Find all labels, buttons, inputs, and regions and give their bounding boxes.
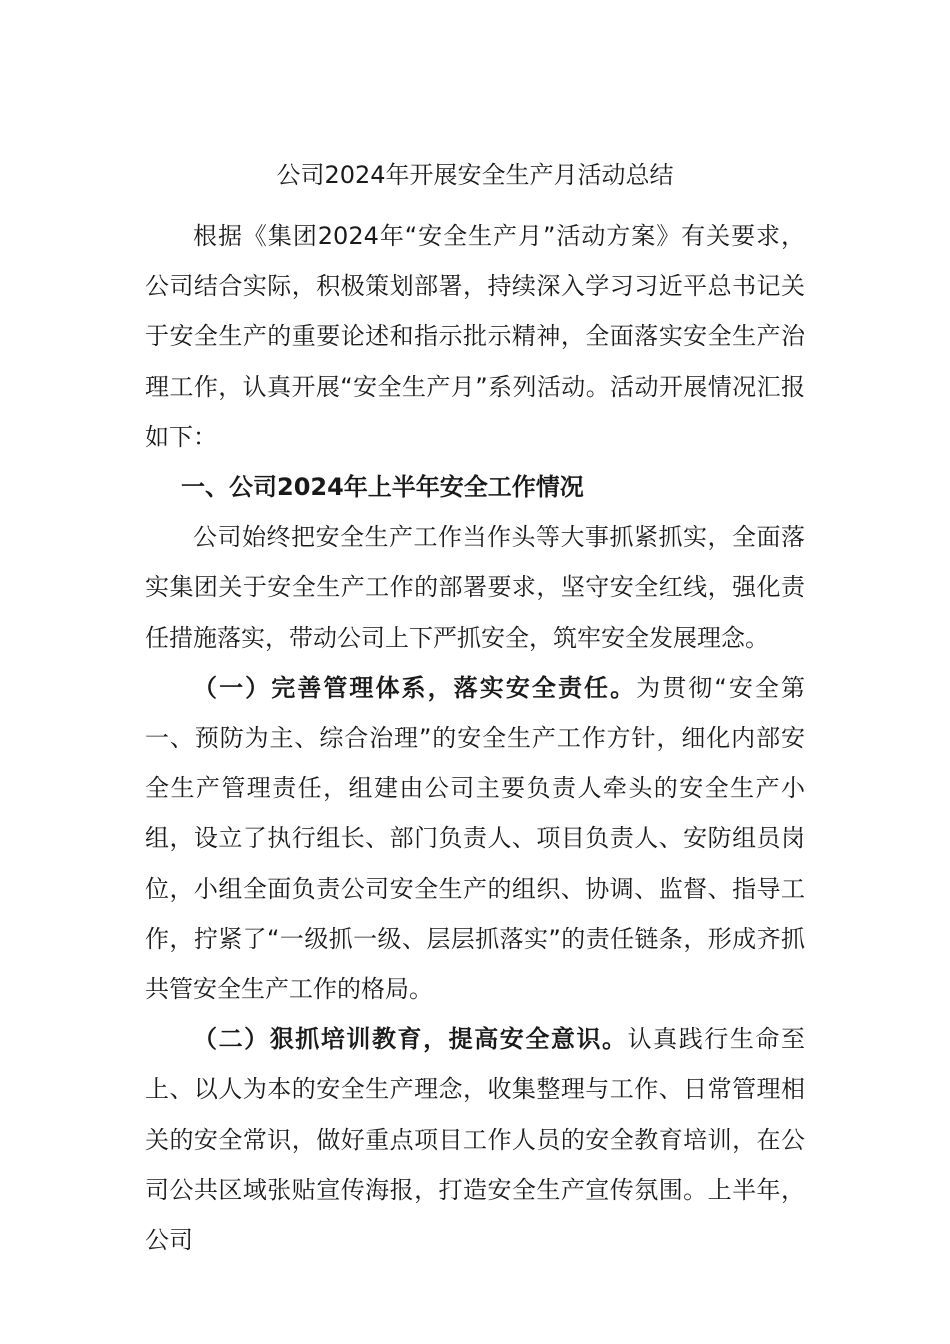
item-one-paragraph <box>145 663 805 1014</box>
item-two-lead: （二）狠抓培训教育，提高安全意识。 <box>193 1025 628 1054</box>
item-two-paragraph <box>145 1014 805 1265</box>
item-two-body: 认真践行生命至上、以人为本的安全生产理念，收集整理与工作、日常管理相关的安全常识，做好重点项目工作人员的安全教育培训，在公司公共区域张贴宣传海报，打造安全生产宣传氛围。上半年，公司 <box>145 1025 806 1255</box>
section-heading: 一、公司2024年上半年安全工作情况 <box>181 473 584 502</box>
document-body <box>145 211 805 1265</box>
item-one-body: 为贯彻“安全第一、预防为主、综合治理”的安全生产工作方针，细化内部安全生产管理责任，组建由公司主要负责人牵头的安全生产小组，设立了执行组长、部门负责人、项目负责人、安防组员岗位，小组全面负责公司安全生产的组织、协调、监督、指导工作，拧紧了“一级抓一级、层层抓落实”的责任链条，形成齐抓共管安全生产工作的格局。 <box>145 673 805 1004</box>
intro-paragraph: 根据《集团2024年“安全生产月”活动方案》有关要求，公司结合实际，积极策划部署，持续深入学习习近平总书记关于安全生产的重要论述和指示批示精神，全面落实安全生产治理工作，认真开展“安全生产月”系列活动。活动开展情况汇报如下： <box>145 222 805 451</box>
section-intro-paragraph: 公司始终把安全生产工作当作头等大事抓紧抓实，全面落实集团关于安全生产工作的部署要求，坚守安全红线，强化责任措施落实，带动公司上下严抓安全，筑牢安全发展理念。 <box>145 523 805 652</box>
item-one-lead: （一）完善管理体系，落实安全责任。 <box>193 673 637 702</box>
document-title: 公司2024年开展安全生产月活动总结 <box>276 161 674 189</box>
